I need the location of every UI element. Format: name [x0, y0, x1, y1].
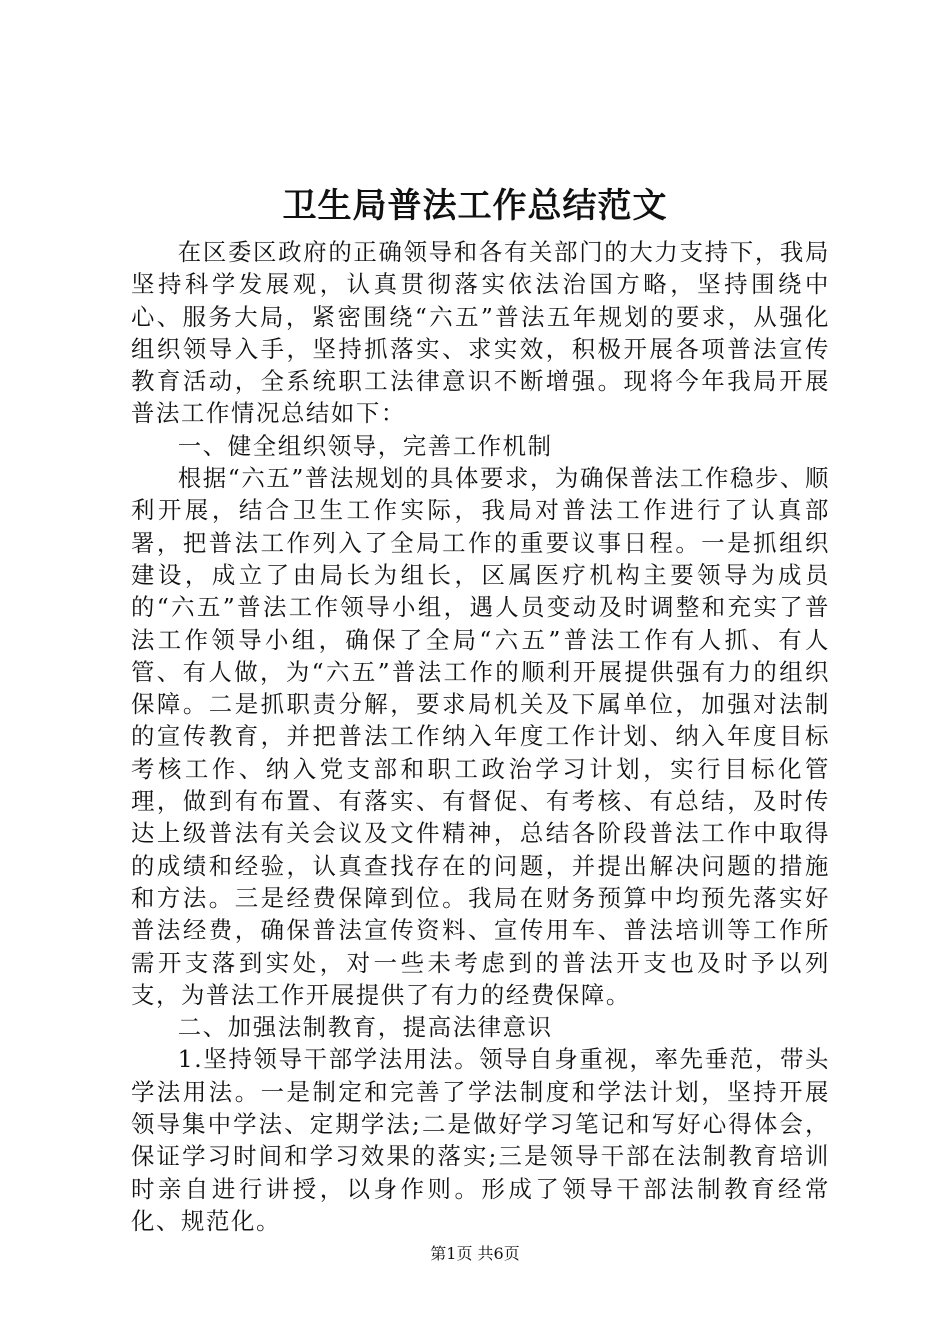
- page-footer: 第1页 共6页: [430, 1244, 520, 1263]
- document-body: [131, 236, 830, 1237]
- section-1-paragraph: 根据“六五”普法规划的具体要求，为确保普法工作稳步、顺利开展，结合卫生工作实际，我局对普法工作进行了认真部署，把普法工作列入了全局工作的重要议事日程。一是抓组织建设，成立了由局长为组长，区属医疗机构主要领导为成员的“六五”普法工作领导小组，遇人员变动及时调整和充实了普法工作领导小组，确保了全局“六五”普法工作有人抓、有人管、有人做，为“六五”普法工作的顺利开展提供强有力的组织保障。二是抓职责分解，要求局机关及下属单位，加强对法制的宣传教育，并把普法工作纳入年度工作计划、纳入年度目标考核工作、纳入党支部和职工政治学习计划，实行目标化管理，做到有布置、有落实、有督促、有考核、有总结，及时传达上级普法有关会议及文件精神，总结各阶段普法工作中取得的成绩和经验，认真查找存在的问题，并提出解决问题的措施和方法。三是经费保障到位。我局在财务预算中均预先落实好普法经费，确保普法宣传资料、宣传用车、普法培训等工作所需开支落到实处，对一些未考虑到的普法开支也及时予以列支，为普法工作开展提供了有力的经费保障。: [131, 464, 830, 1009]
- section-heading-1: 一、健全组织领导，完善工作机制: [177, 431, 553, 460]
- section-2-paragraph: 1.坚持领导干部学法用法。领导自身重视，率先垂范，带头学法用法。一是制定和完善了学法制度和学法计划，坚持开展领导集中学法、定期学法;二是做好学习笔记和写好心得体会，保证学习时间和学习效果的落实;三是领导干部在法制教育培训时亲自进行讲授，以身作则。形成了领导干部法制教育经常化、规范化。: [131, 1045, 830, 1235]
- intro-paragraph: 在区委区政府的正确领导和各有关部门的大力支持下，我局坚持科学发展观，认真贯彻落实依法治国方略，坚持围绕中心、服务大局，紧密围绕“六五”普法五年规划的要求，从强化组织领导入手，坚持抓落实、求实效，积极开展各项普法宣传教育活动，全系统职工法律意识不断增强。现将今年我局开展普法工作情况总结如下：: [131, 238, 830, 428]
- section-heading-2: 二、加强法制教育，提高法律意识: [177, 1013, 553, 1042]
- document-title: 卫生局普法工作总结范文: [282, 186, 668, 226]
